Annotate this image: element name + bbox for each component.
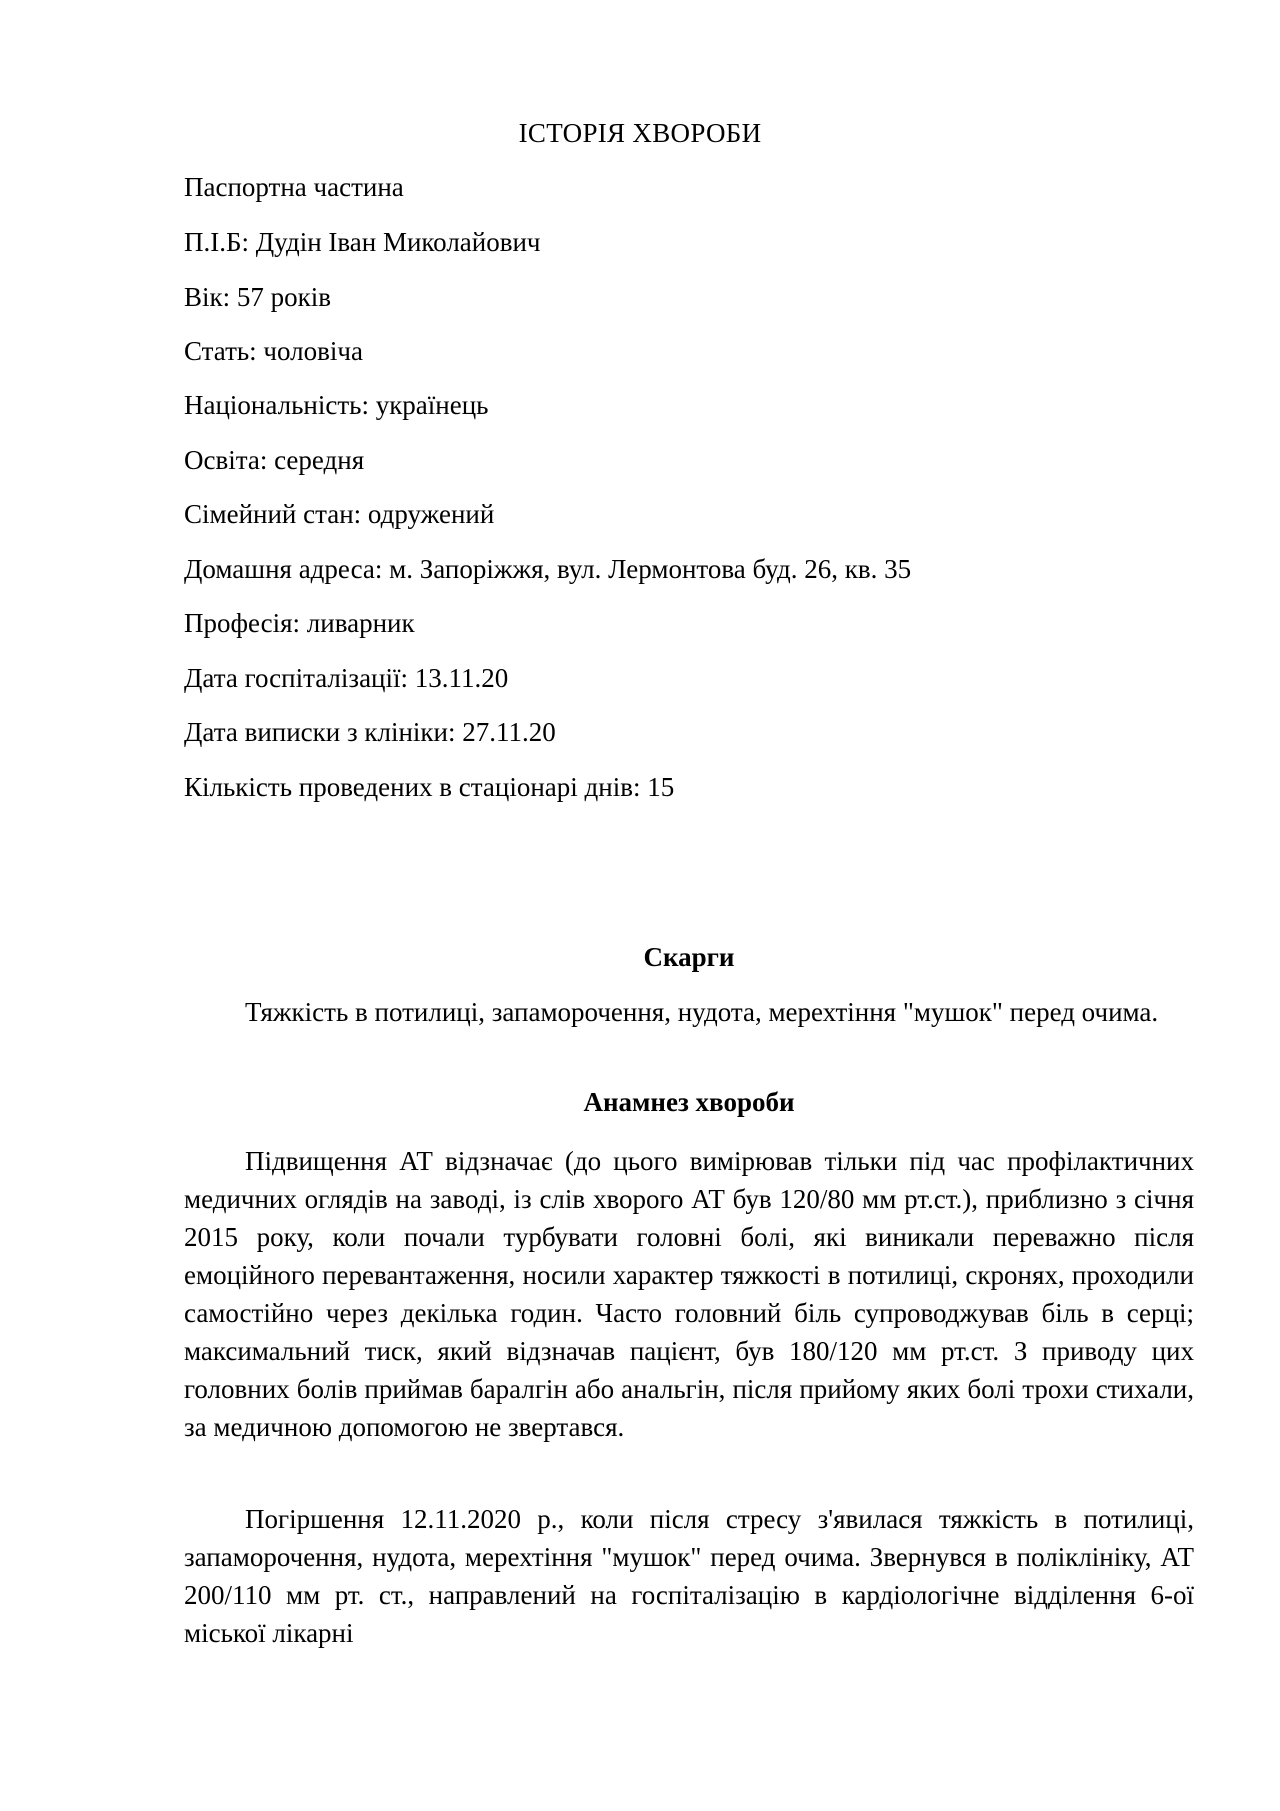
passport-section-title: Паспортна частина — [184, 172, 404, 202]
passport-profession: Професія: ливарник — [184, 608, 415, 638]
anamnesis-paragraph-1: Підвищення АТ відзначає (до цього вимірював тільки під час профілактичних медичних оглядів на заводі, із слів хворого АТ був 120/80 мм рт.ст.), приблизно з січня 2015 року, коли почали турбувати головні болі, які виникали переважно після емоційного перевантаження, носили характер тяжкості в потилиці, скронях, проходили самостійно через декілька годин. Часто головний біль супроводжував біль в серці; максимальний тиск, який відзначав пацієнт, був 180/120 мм рт.ст. З приводу цих головних болів приймав баралгін або анальгін, після прийому яких болі трохи стихали, за медичною допомогою не звертався. — [184, 1146, 1194, 1442]
complaints-text: Тяжкість в потилиці, запаморочення, нудота, мерехтіння "мушок" перед очима. — [245, 997, 1159, 1027]
anamnesis-paragraph-2: Погіршення 12.11.2020 р., коли після стресу з'явилася тяжкість в потилиці, запаморочення, нудота, мерехтіння "мушок" перед очима. Звернувся в поліклініку, АТ 200/110 мм рт. ст., направлений на госпіталізацію в кардіологічне відділення 6-ої міської лікарні — [184, 1504, 1194, 1648]
passport-marital-status: Сімейний стан: одружений — [184, 499, 495, 529]
complaints-heading: Скарги — [643, 942, 735, 972]
passport-admission-date: Дата госпіталізації: 13.11.20 — [184, 663, 509, 693]
passport-education: Освіта: середня — [184, 445, 365, 475]
passport-age: Вік: 57 років — [184, 282, 331, 312]
anamnesis-heading: Анамнез хвороби — [583, 1087, 795, 1117]
passport-address: Домашня адреса: м. Запоріжжя, вул. Лермонтова буд. 26, кв. 35 — [184, 554, 912, 584]
passport-nationality: Національність: українець — [184, 390, 489, 420]
document-title: ІСТОРІЯ ХВОРОБИ — [518, 118, 762, 148]
passport-full-name: П.І.Б: Дудін Іван Миколайович — [184, 227, 541, 257]
passport-days-in-hospital: Кількість проведених в стаціонарі днів: 15 — [184, 772, 675, 802]
passport-sex: Стать: чоловіча — [184, 336, 363, 366]
passport-discharge-date: Дата виписки з клініки: 27.11.20 — [184, 717, 556, 747]
